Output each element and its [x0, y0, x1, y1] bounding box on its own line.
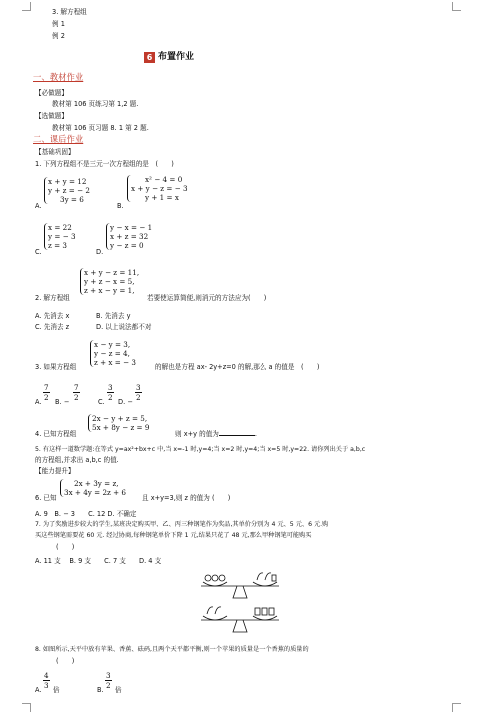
q1-option-a-label: A.: [35, 202, 42, 210]
q3-option-d-fraction: $\frac{3}{2}$: [136, 383, 141, 402]
example-1: 例 1: [52, 20, 65, 28]
section-number-badge: 6: [144, 52, 155, 63]
advanced-label: 【能力提升】: [35, 467, 75, 475]
q1-option-c-label: C.: [35, 248, 42, 256]
q4-answer-blank[interactable]: [219, 435, 255, 436]
required-label: 【必做题】: [35, 89, 68, 97]
textbook-homework-heading: 一、教材作业: [33, 72, 84, 82]
q1-option-a-system: x + y = 12 y + z = − 2 3y = 6: [44, 177, 90, 204]
top-scale-left-pan: [203, 582, 227, 586]
basic-label: 【基础巩固】: [35, 148, 75, 156]
q3-option-c-label: C.: [98, 398, 105, 406]
q1-option-b-label: B.: [117, 202, 124, 210]
q7-options: A. 11 支 B. 9 支 C. 7 支 D. 4 支: [35, 557, 162, 565]
q2-suffix: 若要使运算简便,则消元的方法应为( ): [147, 294, 267, 302]
top-apple-1: [205, 575, 211, 581]
q2-option-a: A. 先消去 x: [35, 312, 70, 320]
q3-system: x − y = 3, y − z = 4, z + x = − 3: [90, 340, 136, 367]
q6-options: A. 9 B. − 3 C. 12 D. 不确定: [35, 510, 137, 518]
example-2: 例 2: [52, 32, 65, 40]
optional-text: 教材第 106 页习题 8. 1 第 2 题.: [52, 124, 149, 132]
q8-option-a-label: A.: [35, 686, 42, 694]
q3-option-a-label: A.: [35, 398, 42, 406]
bottom-weight-2: [262, 608, 267, 615]
bottom-weight-3: [269, 608, 274, 615]
crop-mark-bottom-right: [452, 703, 461, 712]
q8-line-1: 8. 如图所示,天平中放有苹果、香蕉、砝码,且两个天平都平衡,则一个苹果的质量是一个香蕉的质量的: [35, 646, 309, 653]
q8-option-b-fraction: $\frac{3}{2}$: [106, 671, 111, 690]
q5-line-1: 5. 有这样一道数学题:在等式 y=ax²+bx+c 中,当 x=-1 时,y=4;当 x=2 时,y=4;当 x=5 时,y=22. 请你列出关于 a,b,c: [35, 446, 366, 453]
q1-option-d-system: y − x = − 1 x + z = 32 y − z = 0: [106, 223, 152, 250]
top-apple-3: [219, 575, 225, 581]
optional-label: 【选做题】: [35, 112, 68, 120]
q7-line-1: 7. 为了奖励进步较大的学生,某班决定购买甲、乙、丙三种钢笔作为奖品,其单价分别为 4 元、5 元、6 元.购: [35, 521, 329, 528]
section-title: 布置作业: [158, 52, 195, 62]
q1-option-b-system: x² − 4 = 0 x + y − z = − 3 y + 1 = x: [127, 175, 188, 202]
q3-option-c-fraction: $\frac{3}{2}$: [108, 383, 113, 402]
q3-option-a-fraction: $\frac{7}{2}$: [44, 383, 49, 402]
q1-stem: 1. 下列方程组不是三元一次方程组的是 ( ): [35, 160, 174, 168]
q2-option-d: D. 以上说法都不对: [96, 323, 152, 331]
crop-mark-bottom-left: [22, 703, 31, 712]
q2-option-b: B. 先消去 y: [96, 312, 131, 320]
q4-prefix: 4. 已知方程组: [35, 430, 77, 438]
q8-option-b-unit: 倍: [115, 686, 122, 694]
q2-system: x + y − z = 11, y + z − x = 5, z + x − y = 1,: [80, 268, 139, 295]
q2-option-c: C. 先消去 z: [35, 323, 70, 331]
bottom-banana-1: [207, 607, 213, 614]
balance-scale-figure: [195, 568, 295, 638]
q6-system: 2x + 3y = z, 3x + 4y = 2z + 6: [60, 479, 126, 497]
q1-option-c-system: x = 22 y = − 3 z = 3: [44, 223, 76, 250]
q8-option-a-fraction: $\frac{4}{3}$: [44, 671, 49, 690]
q2-prefix: 2. 解方程组: [35, 294, 70, 302]
q3-option-b-fraction: $\frac{7}{2}$: [74, 383, 79, 402]
q3-option-d-label: D. −: [118, 398, 133, 406]
required-text: 教材第 106 页练习第 1,2 题.: [52, 100, 139, 108]
after-class-heading: 二、课后作业: [33, 134, 84, 144]
bottom-scale-stand: [233, 620, 247, 632]
q3-prefix: 3. 如果方程组: [35, 363, 77, 371]
q8-line-2: ( ): [56, 657, 75, 665]
q7-line-3: ( ): [56, 543, 75, 551]
q6-prefix: 6. 已知: [35, 494, 57, 502]
top-scale-right-pan: [253, 582, 277, 586]
q5-line-2: 的方程组,并求出 a,b,c 的值.: [35, 456, 119, 464]
q4-suffix: 则 x+y 的值为 .: [175, 430, 258, 438]
bottom-weight-1: [255, 608, 260, 615]
top-banana-1: [257, 573, 263, 580]
q3-option-b-label: B. −: [55, 398, 70, 406]
q7-line-2: 买这些钢笔需要花 60 元. 经过协商,每种钢笔单价下降 1 元,结果只花了 48 元,那么甲种钢笔可能购买: [35, 532, 312, 539]
q6-suffix: 且 x+y=3,则 z 的值为 ( ): [142, 494, 231, 502]
bottom-scale-right-pan: [253, 616, 277, 620]
top-apple-2: [212, 575, 218, 581]
q8-option-a-unit: 倍: [53, 686, 60, 694]
crop-mark-top-left: [22, 2, 31, 11]
q1-option-d-label: D.: [96, 248, 104, 256]
q4-system: 2x − y + z = 5, 5x + 8y − z = 9: [88, 414, 149, 432]
q8-option-b-label: B.: [97, 686, 104, 694]
crop-mark-top-right: [452, 2, 461, 11]
top-weight: [272, 575, 276, 581]
section-header: [144, 52, 194, 63]
top-scale-stand: [233, 586, 247, 598]
bottom-banana-2: [215, 607, 221, 614]
top-banana-2: [265, 573, 271, 580]
q3-suffix: 的解也是方程 ax- 2y+z=0 的解,那么 a 的值是 ( ): [155, 363, 320, 371]
item-solve-system: 3. 解方程组: [52, 8, 87, 16]
bottom-scale-left-pan: [203, 616, 227, 620]
